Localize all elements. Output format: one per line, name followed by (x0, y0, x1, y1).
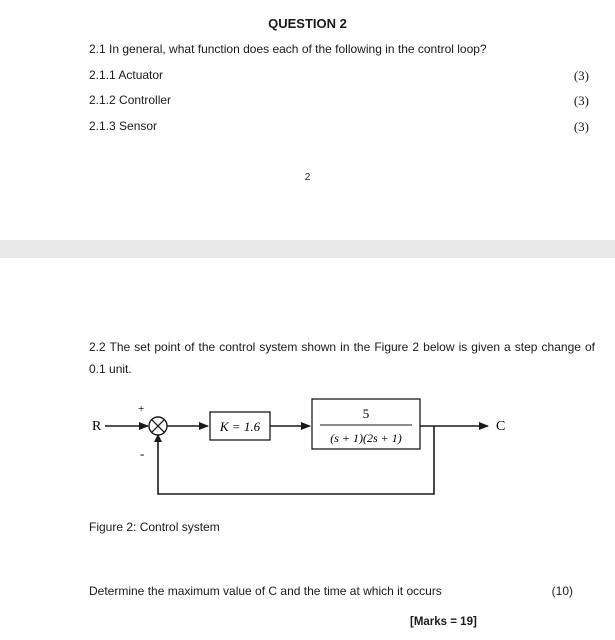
question-title: QUESTION 2 (268, 16, 347, 31)
page-number: 2 (304, 172, 311, 183)
sub-question-marks: (3) (573, 93, 589, 108)
question-2-1-text: 2.1 In general, what function does each of the following in the control loop? (89, 42, 487, 56)
total-marks: [Marks = 19] (410, 616, 477, 628)
figure-caption: Figure 2: Control system (89, 520, 220, 534)
sub-question-marks: (3) (573, 119, 589, 134)
gain-label: K = 1.6 (219, 419, 261, 434)
sub-question-marks: (3) (573, 68, 589, 83)
sub-question-label: 2.1.1 Actuator (89, 68, 164, 82)
determine-question: Determine the maximum value of C and the time at which it occurs (89, 584, 442, 598)
determine-marks: (10) (551, 584, 573, 598)
summing-junction (149, 417, 167, 435)
plus-sign: + (138, 403, 145, 415)
tf-denominator: (s + 1)(2s + 1) (330, 431, 402, 445)
minus-sign: - (140, 446, 145, 461)
question-2-2-text: 2.2 The set point of the control system shown in the Figure 2 below is given a step change of 0.1 unit. (89, 340, 595, 376)
page-1 (0, 0, 615, 240)
page-2 (0, 258, 615, 640)
output-label: C (496, 419, 506, 434)
tf-numerator: 5 (362, 406, 370, 421)
sub-question-label: 2.1.3 Sensor (89, 119, 158, 133)
input-label: R (92, 419, 102, 434)
block-diagram (80, 396, 540, 506)
page-separator (0, 240, 615, 258)
sub-question-label: 2.1.2 Controller (89, 93, 172, 107)
